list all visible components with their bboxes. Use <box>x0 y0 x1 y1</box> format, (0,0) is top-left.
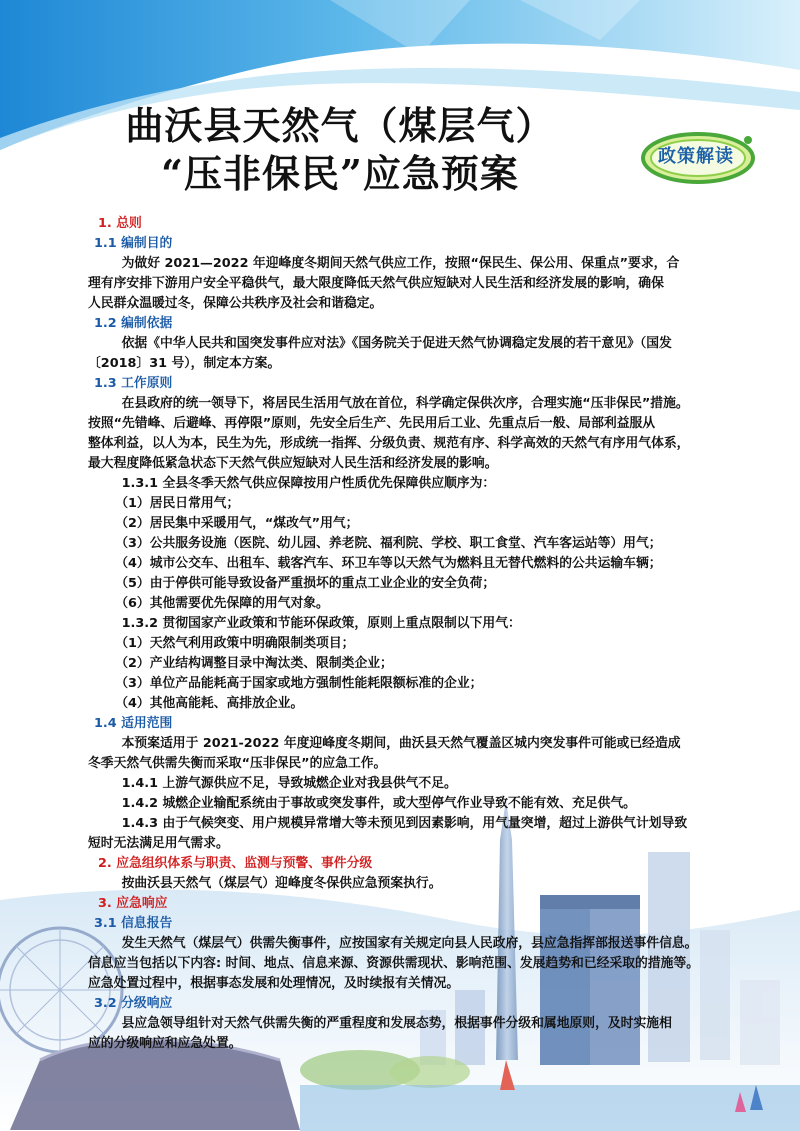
subsection-heading: 1.4 适用范围 <box>94 716 173 731</box>
document-body <box>88 214 744 1054</box>
body-text-line: 应急处置过程中，根据事态发展和处理情况，及时续报有关情况。 <box>88 976 460 991</box>
body-text-line: （6）其他需要优先保障的用气对象。 <box>96 596 329 611</box>
body-text-line: 在县政府的统一领导下，将居民生活用气放在首位，科学确定保供次序，合理实施“压非保民”措施。 <box>96 396 689 411</box>
body-text-line: 1.3.1 全县冬季天然气供应保障按用户性质优先保障供应顺序为： <box>96 476 496 491</box>
body-text-line: 短时无法满足用气需求。 <box>88 836 229 851</box>
policy-badge-text: 政策解读 <box>658 146 734 167</box>
page-title-line-2: “压非保民”应急预案 <box>161 151 519 196</box>
subsection-heading: 1.1 编制目的 <box>94 236 173 251</box>
body-text-line: 1.3.2 贯彻国家产业政策和节能环保政策，原则上重点限制以下用气： <box>96 616 521 631</box>
body-text-line: （1）天然气利用政策中明确限制类项目； <box>96 636 355 651</box>
subsection-heading: 1.2 编制依据 <box>94 316 173 331</box>
body-text-line: 县应急领导组针对天然气供需失衡的严重程度和发展态势，根据事件分级和属地原则，及时实施相 <box>96 1016 672 1031</box>
page-title-line-1: 曲沃县天然气（煤层气） <box>125 103 555 148</box>
body-text-line: 信息应当包括以下内容: 时间、地点、信息来源、资源供需现状、影响范围、发展趋势和已经采取的措施等。 <box>88 956 700 971</box>
body-text-line: 整体利益，以人为本，民生为先，形成统一指挥、分级负责、规范有序、科学高效的天然气有序用气体系， <box>88 436 690 451</box>
body-text-line: （5）由于停供可能导致设备严重损坏的重点工业企业的安全负荷； <box>96 576 496 591</box>
body-text-line: 冬季天然气供需失衡而采取“压非保民”的应急工作。 <box>88 756 387 771</box>
section-heading: 2. 应急组织体系与职责、监测与预警、事件分级 <box>98 856 373 871</box>
body-text-line: 发生天然气（煤层气）供需失衡事件，应按国家有关规定向县人民政府，县应急指挥部报送事件信息。 <box>96 936 698 951</box>
section-heading: 1. 总则 <box>98 216 142 231</box>
body-text-line: 最大程度降低紧急状态下天然气供应短缺对人民生活和经济发展的影响。 <box>88 456 498 471</box>
body-text-line: （4）城市公交车、出租车、载客汽车、环卫车等以天然气为燃料且无替代燃料的公共运输车辆； <box>96 556 662 571</box>
body-text-line: 为做好 2021—2022 年迎峰度冬期间天然气供应工作，按照“保民生、保公用、保重点”要求，合 <box>96 256 680 271</box>
body-text-line: 依据《中华人民共和国突发事件应对法》《国务院关于促进天然气协调稳定发展的若干意见》（国发 <box>96 336 672 351</box>
body-text-line: 1.4.3 由于气候突变、用户规模异常增大等未预见到因素影响，用气量突增，超过上游供气计划导致 <box>96 816 688 831</box>
subsection-heading: 3.1 信息报告 <box>94 916 173 931</box>
body-text-line: 理有序安排下游用户安全平稳供气，最大限度降低天然气供应短缺对人民生活和经济发展的影响，确保 <box>88 276 664 291</box>
body-text-line: （3）单位产品能耗高于国家或地方强制性能耗限额标准的企业； <box>96 676 483 691</box>
body-text-line: 1.4.1 上游气源供应不足，导致城燃企业对我县供气不足。 <box>96 776 457 791</box>
body-text-line: （2）产业结构调整目录中淘汰类、限制类企业； <box>96 656 393 671</box>
body-text-line: 人民群众温暖过冬，保障公共秩序及社会和谐稳定。 <box>88 296 383 311</box>
body-text-line: （2）居民集中采暖用气，“煤改气”用气； <box>96 516 359 531</box>
body-text-line: 本预案适用于 2021-2022 年度迎峰度冬期间，曲沃县天然气覆盖区城内突发事件可能或已经造成 <box>96 736 681 751</box>
body-text-line: （4）其他高能耗、高排放企业。 <box>96 696 304 711</box>
body-text-line: 应的分级响应和应急处置。 <box>88 1036 242 1051</box>
body-text-line: 按照“先错峰、后避峰、再停限”原则，先安全后生产、先民用后工业、先重点后一般、局部利益服从 <box>88 416 656 431</box>
subsection-heading: 1.3 工作原则 <box>94 376 173 391</box>
subsection-heading: 3.2 分级响应 <box>94 996 173 1011</box>
section-heading: 3. 应急响应 <box>98 896 168 911</box>
body-text-line: 〔2018〕31 号），制定本方案。 <box>88 356 281 371</box>
body-text-line: 1.4.2 城燃企业输配系统由于事故或突发事件，或大型停气作业导致不能有效、充足供气。 <box>96 796 636 811</box>
body-text-line: 按曲沃县天然气（煤层气）迎峰度冬保供应急预案执行。 <box>96 876 442 891</box>
body-text-line: （3）公共服务设施（医院、幼儿园、养老院、福利院、学校、职工食堂、汽车客运站等）用气； <box>96 536 662 551</box>
body-text-line: （1）居民日常用气； <box>96 496 240 511</box>
